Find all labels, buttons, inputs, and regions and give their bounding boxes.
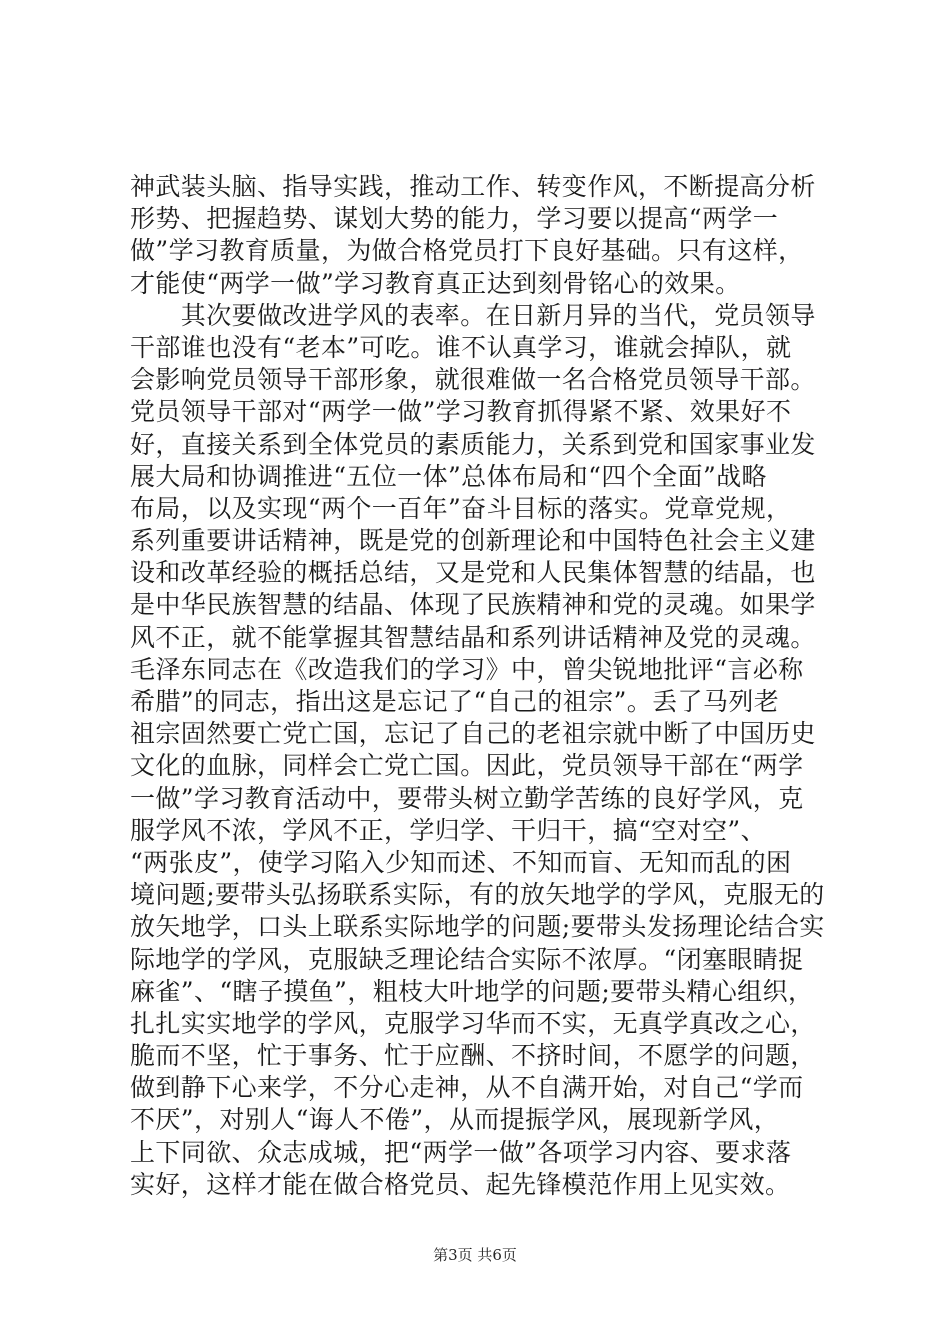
text-line: 扎扎实实地学的学风，克服学习华而不实，无真学真改之心，	[130, 1008, 816, 1038]
text-line: 干部谁也没有“老本”可吃。谁不认真学习，谁就会掉队，就	[130, 332, 792, 362]
body-text	[130, 171, 850, 1201]
text-line: 党员领导干部对“两学一做”学习教育抓得紧不紧、效果好不	[130, 397, 792, 427]
text-line: 毛泽东同志在《改造我们的学习》中，曾尖锐地批评“言必称	[130, 654, 804, 684]
text-line: 境问题;要带头弘扬联系实际，有的放矢地学的学风，克服无的	[130, 880, 825, 910]
text-line: 形势、把握趋势、谋划大势的能力，学习要以提高“两学一	[130, 204, 779, 234]
text-line: 麻雀”、“瞎子摸鱼”，粗枝大叶地学的问题;要带头精心组织，	[130, 976, 814, 1006]
text-line: 祖宗固然要亡党亡国，忘记了自己的老祖宗就中断了中国历史	[130, 719, 816, 749]
text-line: 神武装头脑、指导实践，推动工作、转变作风，不断提高分析	[130, 172, 816, 201]
page-number-footer: 第3页 共6页	[433, 1246, 517, 1264]
text-line: 风不正，就不能掌握其智慧结晶和系列讲话精神及党的灵魂。	[130, 622, 816, 652]
text-line: “两张皮”，使学习陷入少知而述、不知而盲、无知而乱的困	[130, 847, 792, 877]
text-line: 服学风不浓，学风不正，学归学、干归干，搞“空对空”、	[130, 815, 766, 845]
text-line: 做到静下心来学，不分心走神，从不自满开始，对自己“学而	[130, 1073, 804, 1103]
text-line: 文化的血脉，同样会亡党亡国。因此，党员领导干部在“两学	[130, 751, 804, 781]
text-line: 才能使“两学一做”学习教育真正达到刻骨铭心的效果。	[130, 268, 741, 298]
text-line: 一做”学习教育活动中，要带头树立勤学苦练的良好学风，克	[130, 783, 804, 813]
text-line: 好，直接关系到全体党员的素质能力，关系到党和国家事业发	[130, 429, 816, 459]
text-line: 其次要做改进学风的表率。在日新月异的当代，党员领导	[130, 300, 816, 330]
text-line: 展大局和协调推进“五位一体”总体布局和“四个全面”战略	[130, 461, 767, 491]
text-line: 系列重要讲话精神，既是党的创新理论和中国特色社会主义建	[130, 526, 816, 556]
text-line: 做”学习教育质量，为做合格党员打下良好基础。只有这样，	[130, 236, 804, 266]
text-line: 放矢地学，口头上联系实际地学的问题;要带头发扬理论结合实	[130, 912, 825, 942]
text-line: 会影响党员领导干部形象，就很难做一名合格党员领导干部。	[130, 365, 816, 395]
text-line: 际地学的学风，克服缺乏理论结合实际不浓厚。“闭塞眼睛捉	[130, 944, 804, 974]
text-line: 不厌”，对别人“诲人不倦”，从而提振学风，展现新学风，	[130, 1105, 780, 1135]
text-line: 是中华民族智慧的结晶、体现了民族精神和党的灵魂。如果学	[130, 590, 816, 620]
text-line: 实好，这样才能在做合格党员、起先锋模范作用上见实效。	[130, 1169, 791, 1199]
text-line: 脆而不坚，忙于事务、忙于应酬、不挤时间，不愿学的问题，	[130, 1041, 816, 1071]
text-line: 布局，以及实现“两个一百年”奋斗目标的落实。党章党规，	[130, 493, 792, 523]
text-line: 上下同欲、众志成城，把“两学一做”各项学习内容、要求落	[130, 1137, 792, 1167]
text-line: 希腊”的同志，指出这是忘记了“自己的祖宗”。丢了马列老	[130, 687, 780, 716]
text-line: 设和改革经验的概括总结，又是党和人民集体智慧的结晶，也	[130, 558, 816, 588]
